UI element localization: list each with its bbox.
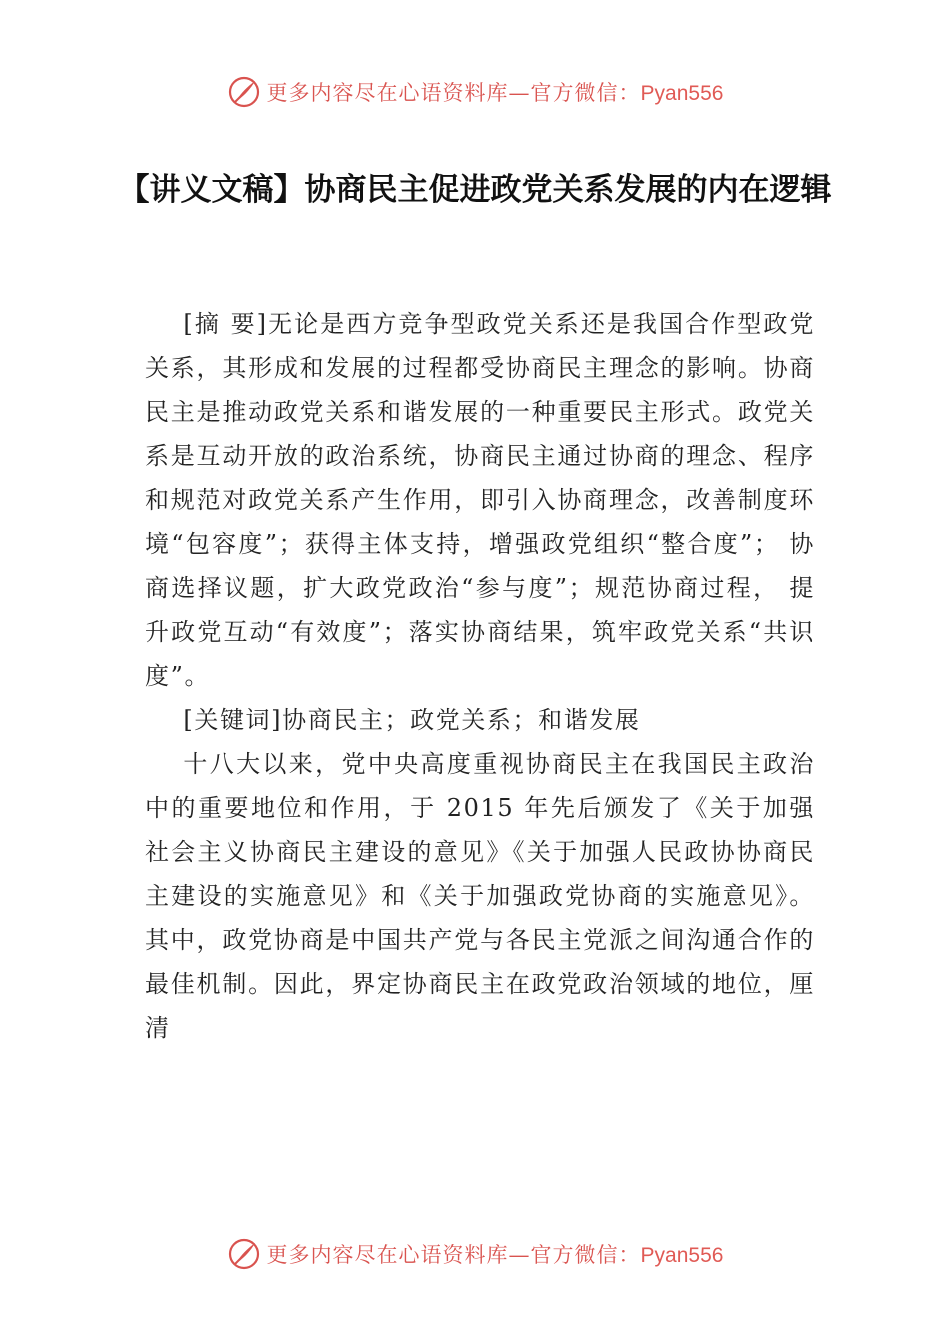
banner-wechat-label: 官方微信： — [530, 1243, 641, 1267]
banner-text — [267, 77, 724, 107]
body-paragraph-1: 十八大以来，党中央高度重视协商民主在我国民主政治中的重要地位和作用，于 2015 年先后颁发了《关于加强社会主义协商民主建设的意见》《关于加强人民政协协商民主建设的实施意见》和《关于加强政党协商的实施意见》。其中，政党协商是中国共产党与各民主党派之间沟通合作的最佳机制。因此，界定协商民主在政党政治领域的地位，厘清 — [145, 750, 815, 1042]
feather-pen-logo-icon — [227, 1237, 261, 1271]
banner-wechat-id: Pyan556 — [640, 82, 724, 105]
header-banner — [0, 70, 950, 114]
document-body — [145, 302, 815, 1050]
banner-dash: — — [508, 1243, 531, 1267]
banner-dash: — — [508, 81, 531, 105]
footer-banner — [0, 1232, 950, 1276]
feather-pen-logo-icon — [227, 75, 261, 109]
document-title: 【讲义文稿】协商民主促进政党关系发展的内在逻辑 — [118, 172, 832, 208]
abstract-paragraph: [摘 要]无论是西方竞争型政党关系还是我国合作型政党关系，其形成和发展的过程都受协商民主理念的影响。协商民主是推动政党关系和谐发展的一种重要民主形式。政党关系是互动开放的政治系统，协商民主通过协商的理念、程序和规范对政党关系产生作用，即引入协商理念，改善制度环境“包容度”；获得主体支持，增强政党组织“整合度”； 协商选择议题，扩大政党政治“参与度”；规范协商过程， 提升政党互动“有效度”；落实协商结果，筑牢政党关系“共识度”。 — [145, 310, 815, 690]
banner-slogan: 更多内容尽在心语资料库 — [266, 81, 509, 105]
banner-text — [267, 1239, 724, 1269]
banner-slogan: 更多内容尽在心语资料库 — [266, 1243, 509, 1267]
keywords-paragraph: [关键词]协商民主；政党关系；和谐发展 — [183, 706, 641, 734]
banner-wechat-id: Pyan556 — [640, 1244, 724, 1267]
banner-wechat-label: 官方微信： — [530, 81, 641, 105]
